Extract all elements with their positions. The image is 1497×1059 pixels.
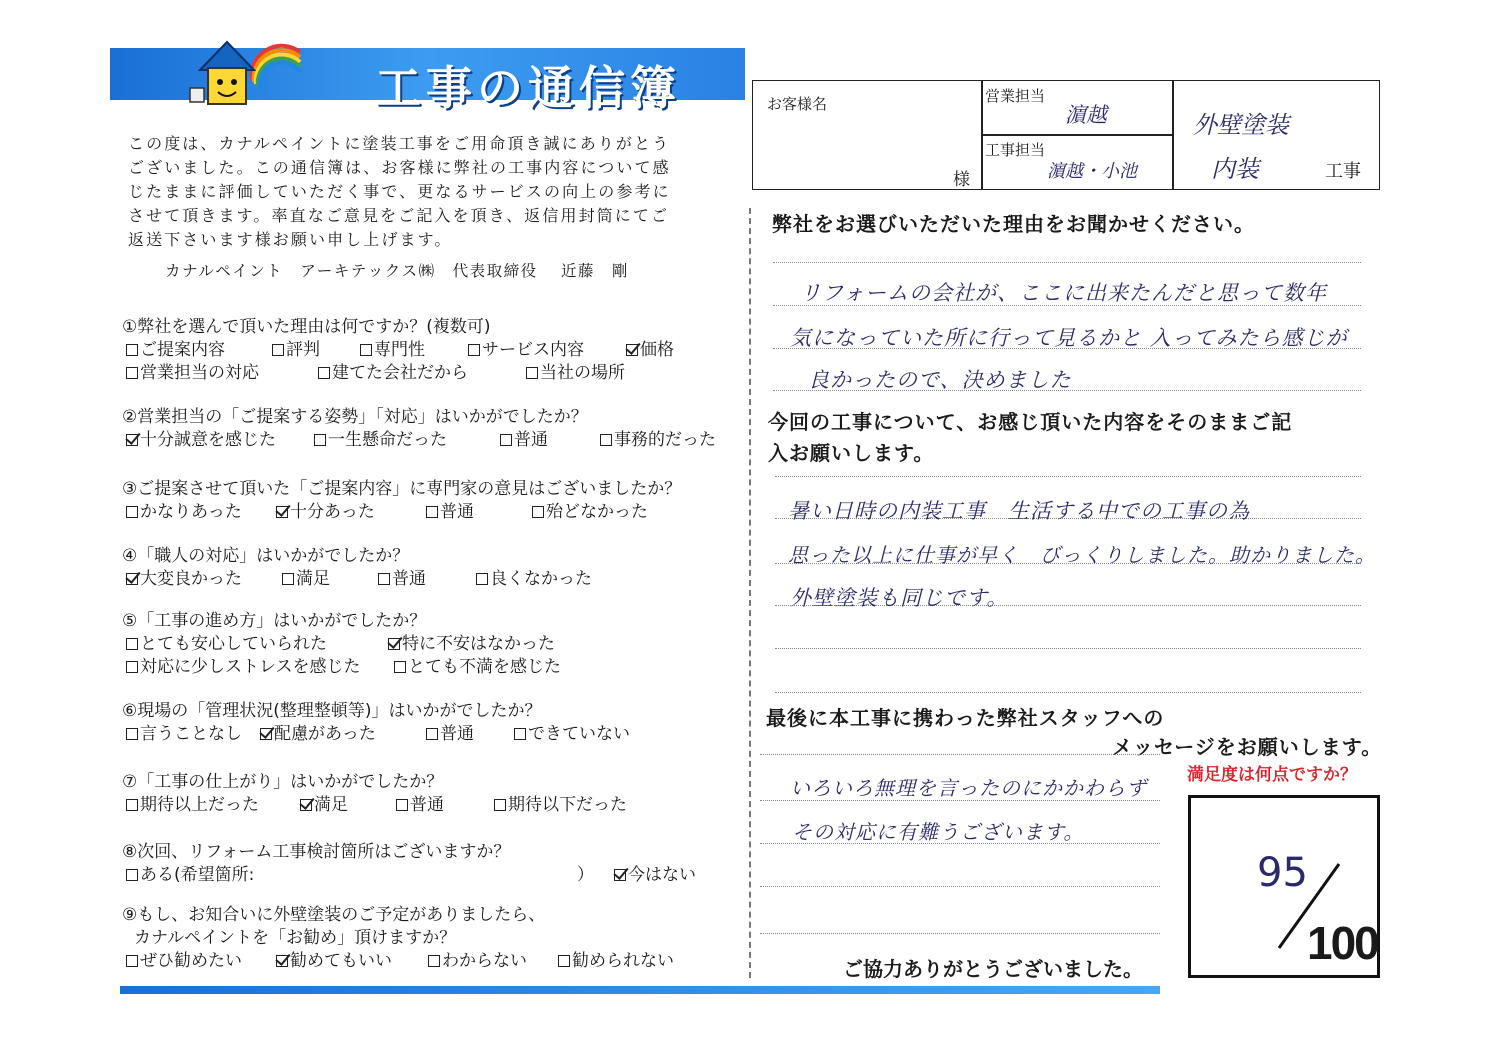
option-label: 言うことなし (140, 724, 242, 744)
checkbox-icon[interactable] (314, 434, 326, 446)
sales-rep-label: 営業担当 (985, 87, 1046, 105)
option-label: 今はない (628, 865, 696, 885)
checkbox-icon[interactable] (476, 573, 488, 585)
checkbox-checked-icon[interactable] (388, 638, 400, 650)
question-title: ⑥現場の「管理状況(整理整頓等)」はいかがでしたか？ (122, 701, 542, 721)
customer-name-label: お客様名 (767, 95, 828, 113)
writing-line (760, 754, 1160, 755)
checkbox-checked-icon[interactable] (276, 955, 288, 967)
intro-line: じたままに評価していただく事で、更なるサービスの向上の参考に (128, 182, 671, 201)
question-1 (122, 316, 742, 385)
question-title: ⑦「工事の仕上がり」はいかがでしたか？ (122, 772, 444, 792)
impression-title: 入お願いします。 (768, 441, 935, 465)
checkbox-icon[interactable] (272, 344, 284, 356)
checkbox-checked-icon[interactable] (276, 506, 288, 518)
writing-line (775, 648, 1361, 649)
intro-line: させて頂きます。率直なご意見をご記入を頂き、返信用封筒にてご (128, 206, 670, 225)
checkbox-icon[interactable] (360, 344, 372, 356)
option-label: 当社の場所 (540, 363, 625, 383)
option-label: 満足 (314, 795, 348, 815)
checkbox-icon[interactable] (318, 367, 330, 379)
option-label: 良くなかった (490, 569, 592, 589)
option-anshin[interactable] (126, 633, 327, 656)
option-wakaranai[interactable] (428, 950, 527, 973)
option-label: サービス内容 (482, 340, 584, 360)
option-row (122, 950, 742, 973)
checkbox-icon[interactable] (126, 344, 138, 356)
option-label: ぜひ勧めたい (140, 951, 242, 971)
checkbox-icon[interactable] (396, 799, 408, 811)
option-label: 大変良かった (140, 569, 242, 589)
message-answer-line: その対応に有難うございます。 (792, 820, 1085, 844)
option-imawanai[interactable] (614, 864, 696, 887)
option-row (122, 723, 742, 746)
checkbox-icon[interactable] (526, 367, 538, 379)
option-manzoku[interactable] (300, 794, 348, 817)
option-label: 評判 (286, 340, 320, 360)
option-futsu[interactable] (500, 429, 548, 452)
question-9 (122, 904, 742, 973)
company-signature: カナルペイント アーキテックス㈱ 代表取締役 近藤 剛 (165, 262, 630, 280)
checkbox-checked-icon[interactable] (614, 869, 626, 881)
option-aru[interactable] (126, 864, 254, 887)
question-3 (122, 478, 742, 524)
footer-bar (120, 986, 1160, 994)
checkbox-checked-icon[interactable] (126, 573, 138, 585)
option-label: 普通 (440, 502, 474, 522)
question-8 (122, 841, 742, 887)
construction-rep-label: 工事担当 (985, 141, 1046, 159)
intro-line: ございました。この通信簿は、お客様に弊社の工事内容について感 (128, 158, 671, 177)
question-title: ⑧次回、リフォーム工事検討箇所はございますか？ (122, 842, 511, 862)
option-service[interactable] (468, 339, 584, 362)
option-hotondo[interactable] (532, 501, 648, 524)
option-label: 殆どなかった (546, 502, 648, 522)
writing-line (760, 933, 1160, 934)
question-title: ⑨もし、お知合いに外壁塗装のご予定がありましたら、 (122, 905, 546, 925)
option-label: 普通 (410, 795, 444, 815)
intro-text (128, 132, 728, 252)
option-futsu[interactable] (396, 794, 444, 817)
option-fuman[interactable] (394, 656, 561, 679)
option-isshokenmei[interactable] (314, 429, 447, 452)
table-divider (1172, 81, 1174, 189)
option-label: わからない (442, 951, 527, 971)
option-label: 普通 (392, 569, 426, 589)
option-row (122, 864, 742, 887)
checkbox-icon[interactable] (600, 434, 612, 446)
checkbox-icon[interactable] (126, 728, 138, 740)
option-fuannashi[interactable] (388, 633, 555, 656)
question-5 (122, 610, 742, 679)
customer-info-table (752, 80, 1380, 190)
work-suffix-label: 工事 (1325, 161, 1361, 182)
option-hyoban[interactable] (272, 339, 320, 362)
option-label: 普通 (440, 724, 474, 744)
writing-line (760, 886, 1160, 887)
option-label: 価格 (640, 340, 674, 360)
writing-line (775, 692, 1361, 693)
option-label: 勧められない (572, 951, 674, 971)
option-senmonsei[interactable] (360, 339, 425, 362)
option-label: とても不満を感じた (408, 657, 561, 677)
option-label: 対応に少しストレスを感じた (140, 657, 361, 677)
message-title: メッセージをお願いします。 (1112, 735, 1383, 759)
question-title: ⑤「工事の進め方」はいかがでしたか？ (122, 611, 427, 631)
writing-line (773, 262, 1361, 263)
option-label: できていない (528, 724, 630, 744)
intro-line: 返送下さいます様お願い申し上げます。 (128, 230, 453, 249)
reason-answer-line: 気になっていた所に行って見るかと 入ってみたら感じが (790, 326, 1348, 350)
score-max: 100 (1307, 917, 1378, 969)
option-label: かなりあった (140, 502, 242, 522)
checkbox-icon[interactable] (282, 573, 294, 585)
checkbox-checked-icon[interactable] (126, 434, 138, 446)
option-label: 一生懸命だった (328, 430, 447, 450)
option-seii[interactable] (126, 429, 276, 452)
option-row (122, 339, 742, 362)
option-label: 普通 (514, 430, 548, 450)
option-iukoto[interactable] (126, 723, 242, 746)
checkbox-icon[interactable] (126, 638, 138, 650)
checkbox-icon[interactable] (126, 799, 138, 811)
checkbox-icon[interactable] (126, 661, 138, 673)
option-row (122, 656, 742, 679)
question-6 (122, 700, 742, 746)
question-title: ①弊社を選んで頂いた理由は何ですか？(複数可) (122, 317, 491, 337)
message-title: 最後に本工事に携わった弊社スタッフへの (766, 706, 1165, 730)
closing-message: ご協力ありがとうございました。 (843, 957, 1143, 981)
checkbox-checked-icon[interactable] (260, 728, 272, 740)
impression-answer-line: 外壁塗装も同じです。 (790, 586, 1009, 610)
option-susumerarenai[interactable] (558, 950, 674, 973)
option-stress[interactable] (126, 656, 361, 679)
reason-answer-line: 良かったので、決めました (808, 368, 1072, 392)
option-futsu[interactable] (378, 568, 426, 591)
option-tateta[interactable] (318, 362, 468, 385)
checkbox-checked-icon[interactable] (300, 799, 312, 811)
page-title: 工事の通信簿 (375, 61, 681, 115)
option-row (122, 429, 742, 452)
option-label: 期待以上だった (140, 795, 259, 815)
sales-rep-value: 濵越 (1065, 103, 1107, 127)
option-label: とても安心していられた (140, 634, 327, 654)
house-painter-mascot-icon (182, 30, 302, 110)
writing-line (775, 476, 1361, 477)
option-label: 専門性 (374, 340, 425, 360)
option-row (122, 568, 742, 591)
work-type-value: 外壁塗装 (1193, 111, 1289, 139)
option-jubun[interactable] (276, 501, 375, 524)
option-hairyo[interactable] (260, 723, 376, 746)
checkbox-icon[interactable] (378, 573, 390, 585)
option-futsu[interactable] (426, 723, 474, 746)
score-value: 95 (1257, 850, 1308, 896)
option-kitaiijo[interactable] (126, 794, 259, 817)
checkbox-icon[interactable] (126, 367, 138, 379)
reason-title: 弊社をお選びいただいた理由をお聞かせください。 (772, 212, 1255, 236)
option-label: 特に不安はなかった (402, 634, 555, 654)
satisfaction-label: 満足度は何点ですか？ (1187, 765, 1357, 785)
question-title: ④「職人の対応」はいかがでしたか？ (122, 546, 410, 566)
reason-answer-line: リフォームの会社が、ここに出来たんだと思って数年 (800, 281, 1327, 305)
option-label: 建てた会社だから (332, 363, 468, 383)
question-4 (122, 545, 742, 591)
satisfaction-score-box (1188, 795, 1380, 978)
checkbox-icon[interactable] (426, 506, 438, 518)
question-title: ②営業担当の「ご提案する姿勢」「対応」はいかがでしたか？ (122, 407, 588, 427)
option-row (122, 794, 742, 817)
intro-line: この度は、カナルペイントに塗装工事をご用命頂き誠にありがとう (128, 134, 671, 153)
option-row (122, 362, 742, 385)
checkbox-icon[interactable] (514, 728, 526, 740)
checkbox-icon[interactable] (428, 955, 440, 967)
option-label: 期待以下だった (508, 795, 627, 815)
option-label: ご提案内容 (140, 340, 225, 360)
option-kanari[interactable] (126, 501, 242, 524)
table-divider (981, 134, 1172, 136)
option-label: ある(希望箇所: (140, 865, 255, 885)
option-kakaku[interactable] (626, 339, 674, 362)
question-title: ③ご提案させて頂いた「ご提案内容」に専門家の意見はございましたか？ (122, 479, 682, 499)
column-divider (749, 208, 751, 978)
option-yokunakatta[interactable] (476, 568, 592, 591)
question-7 (122, 771, 742, 817)
option-zehi[interactable] (126, 950, 242, 973)
paren-close: ） (577, 865, 594, 885)
checkbox-icon[interactable] (468, 344, 480, 356)
checkbox-icon[interactable] (500, 434, 512, 446)
option-label: 営業担当の対応 (140, 363, 259, 383)
construction-rep-value: 濵越・小池 (1047, 161, 1137, 182)
option-label: 事務的だった (614, 430, 716, 450)
option-jimuteki[interactable] (600, 429, 716, 452)
option-row (122, 501, 742, 524)
work-type-value: 内装 (1211, 155, 1259, 183)
checkbox-checked-icon[interactable] (626, 344, 638, 356)
option-label: 満足 (296, 569, 330, 589)
option-manzoku[interactable] (282, 568, 330, 591)
question-subtitle: カナルペイントを「お勧め」頂けますか？ (134, 928, 457, 948)
honorific-label: 様 (953, 170, 970, 190)
option-label: 十分誠意を感じた (140, 430, 276, 450)
option-kitaiika[interactable] (494, 794, 627, 817)
checkbox-icon[interactable] (494, 799, 506, 811)
option-eigyo[interactable] (126, 362, 259, 385)
message-answer-line: いろいろ無理を言ったのにかかわらず (790, 776, 1147, 800)
option-teian[interactable] (126, 339, 225, 362)
impression-answer-line: 思った以上に仕事が早く びっくりしました。助かりました。 (788, 543, 1376, 567)
option-futsu[interactable] (426, 501, 474, 524)
option-susumetemo[interactable] (276, 950, 392, 973)
checkbox-icon[interactable] (426, 728, 438, 740)
checkbox-icon[interactable] (394, 661, 406, 673)
impression-title: 今回の工事について、お感じ頂いた内容をそのままご記 (768, 410, 1293, 434)
checkbox-icon[interactable] (126, 869, 138, 881)
checkbox-icon[interactable] (558, 955, 570, 967)
option-label: 配慮があった (274, 724, 376, 744)
question-2 (122, 406, 742, 452)
checkbox-icon[interactable] (532, 506, 544, 518)
option-row (122, 633, 742, 656)
option-taihen[interactable] (126, 568, 242, 591)
option-label: 勧めてもいい (290, 951, 392, 971)
checkbox-icon[interactable] (126, 506, 138, 518)
option-basho[interactable] (526, 362, 625, 385)
checkbox-icon[interactable] (126, 955, 138, 967)
option-label: 十分あった (290, 502, 375, 522)
option-dekiteinai[interactable] (514, 723, 630, 746)
impression-answer-line: 暑い日時の内装工事 生活する中での工事の為 (788, 499, 1250, 523)
